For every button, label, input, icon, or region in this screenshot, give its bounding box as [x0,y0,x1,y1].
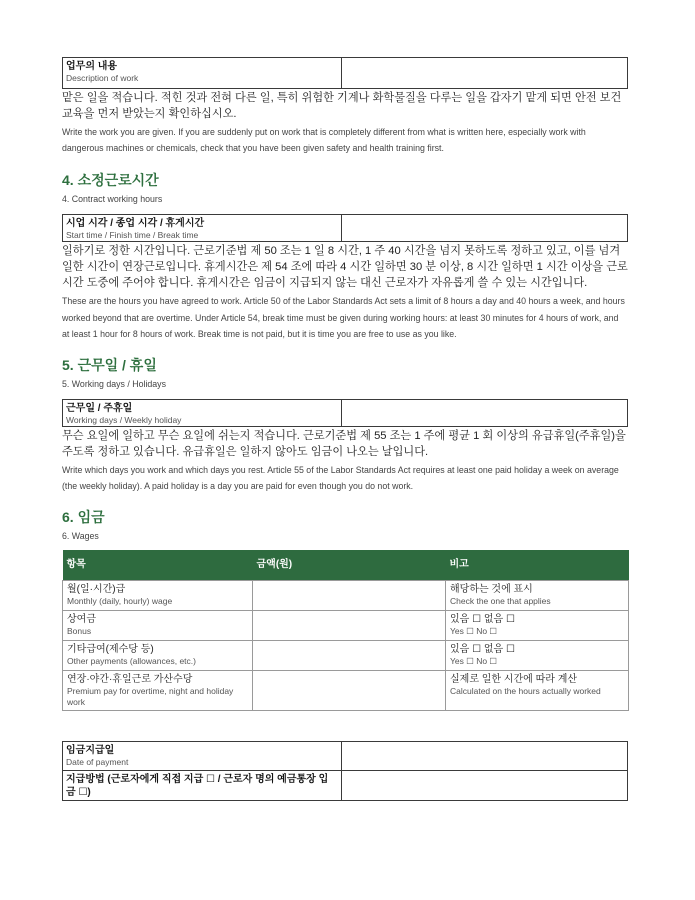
other-payments-checkbox-en[interactable]: Yes ☐ No ☐ [450,656,498,667]
wage-item-ko: 연장·야간·휴일근로 가산수당 [67,674,193,686]
working-hours-field [62,214,628,242]
wage-item-cell [63,581,253,611]
wages-table-header [63,550,629,581]
wage-note-ko: 해당하는 것에 표시 [450,584,533,596]
wage-item-cell [63,671,253,711]
working-hours-label-ko: 시업 시각 / 종업 시각 / 휴게시간 [66,218,205,230]
wage-item-ko: 월(일·시간)급 [67,584,126,596]
working-days-text-en: Write which days you work and which days you rest. Article 55 of the Labor Standards Act requires at least one paid holiday a week on average (the weekly holiday). A paid holiday is a day you are paid for even though you do not work. [62,465,619,492]
working-days-text-ko: 무슨 요일에 일하고 무슨 요일에 쉬는지 적습니다. 근로기준법 제 55 조는 1 주에 평균 1 회 이상의 유급휴일(주휴일)을 주도록 정하고 있습니다. 유급휴일은 일하지 않아도 임금이 나오는 날입니다. [62,430,626,459]
wage-item-ko: 상여금 [67,614,96,626]
payment-date-label [63,742,342,770]
working-hours-text-ko: 일하기로 정한 시간입니다. 근로기준법 제 50 조는 1 일 8 시간, 1 주 40 시간을 넘지 못하도록 정하고 있고, 이를 넘겨 일한 시간이 연장근로입니다. 휴게시간은 제 54 조에 따라 4 시간 일하면 30 분 이상, 8 시간 일하면 1 시간 이상을 근로시간 도중에 주어야 합니다. 휴게시간은 임금이 지급되지 않는 대신 근로자가 자유롭게 쓸 수 있는 시간입니다. [62,245,628,290]
bonus-checkbox-en[interactable]: Yes ☐ No ☐ [450,626,498,637]
table-row [63,671,629,711]
wage-amount-input[interactable] [253,581,446,611]
table-row [63,581,629,611]
table-row [63,641,629,671]
work-description-field [62,57,628,89]
payment-date-label-en: Date of payment [66,757,129,768]
work-description-text-en: Write the work you are given. If you are suddenly put on work that is completely different from what is written here, especially work with dangerous machines or chemicals, check that you have been given safety and health training first. [62,127,586,154]
working-days-input[interactable] [342,400,627,426]
wage-item-en: Bonus [67,626,92,637]
working-hours-label [63,215,342,241]
section-6-subheading: 6. Wages [62,531,99,542]
working-hours-text-en: These are the hours you have agreed to work. Article 50 of the Labor Standards Act sets a limit of 8 hours a day and 40 hours a week, and hours worked beyond that are overtime. Under Article 54, break time must be given during working hours: at least 30 minutes for 4 hours of work, and at least 1 hour for 8 hours of work. Break time is not paid, but it is time you are free to use as you like. [62,296,625,339]
other-payments-checkbox-ko[interactable]: 있음 ☐ 없음 ☐ [450,644,515,656]
bonus-checkbox-ko[interactable]: 있음 ☐ 없음 ☐ [450,614,515,626]
contract-page [62,57,628,801]
wage-note-cell[interactable] [446,641,629,671]
wage-amount-input[interactable] [253,641,446,671]
working-days-field [62,399,628,427]
section-6-heading: 6. 임금 [62,509,105,526]
wages-table [62,550,629,711]
work-description-label-en: Description of work [66,73,139,83]
payment-date-input[interactable] [342,742,627,770]
wage-item-cell [63,641,253,671]
section-4-heading: 4. 소정근로시간 [62,172,159,189]
wage-note-cell[interactable] [446,611,629,641]
payment-method-label-text[interactable]: 지급방법 (근로자에게 직접 지급 ☐ / 근로자 명의 예금통장 입금 ☐) [66,774,329,799]
work-description-text-ko: 맡은 일을 적습니다. 적힌 것과 전혀 다른 일, 특히 위험한 기계나 화학물질을 다루는 일을 갑자기 맡게 되면 안전 보건교육을 먼저 받았는지 확인하십시오. [62,92,622,120]
wage-note-cell [446,581,629,611]
payment-date-field [62,741,628,771]
section-5-heading: 5. 근무일 / 휴일 [62,357,157,374]
work-description-label-ko: 업무의 내용 [66,61,118,72]
wage-item-cell [63,611,253,641]
payment-method-input[interactable] [342,771,627,800]
working-hours-input[interactable] [342,215,627,241]
wages-header-note: 비고 [446,550,629,581]
working-days-label-ko: 근무일 / 주휴일 [66,403,133,415]
payment-date-label-ko: 임금지급일 [66,745,115,757]
work-description-input[interactable] [342,58,627,88]
wage-note-ko: 실제로 일한 시간에 따라 계산 [450,674,578,686]
wage-item-ko: 기타급여(제수당 등) [67,644,154,656]
working-days-label [63,400,342,426]
working-hours-label-en: Start time / Finish time / Break time [66,230,199,241]
table-row [63,611,629,641]
wage-amount-input[interactable] [253,671,446,711]
payment-method-field [62,771,628,801]
payment-method-label[interactable] [63,771,342,800]
wage-amount-input[interactable] [253,611,446,641]
wages-header-amount: 금액(원) [253,550,446,581]
wage-item-en: Other payments (allowances, etc.) [67,656,196,667]
wages-header-item: 항목 [63,550,253,581]
wage-note-en: Calculated on the hours actually worked [450,686,601,697]
wage-item-en: Monthly (daily, hourly) wage [67,596,173,607]
wage-note-cell [446,671,629,711]
section-5-subheading: 5. Working days / Holidays [62,379,166,390]
wage-note-en: Check the one that applies [450,596,551,607]
work-description-label [63,58,342,88]
section-4-subheading: 4. Contract working hours [62,194,163,205]
working-days-label-en: Working days / Weekly holiday [66,415,182,426]
wage-item-en: Premium pay for overtime, night and holiday work [67,686,234,708]
